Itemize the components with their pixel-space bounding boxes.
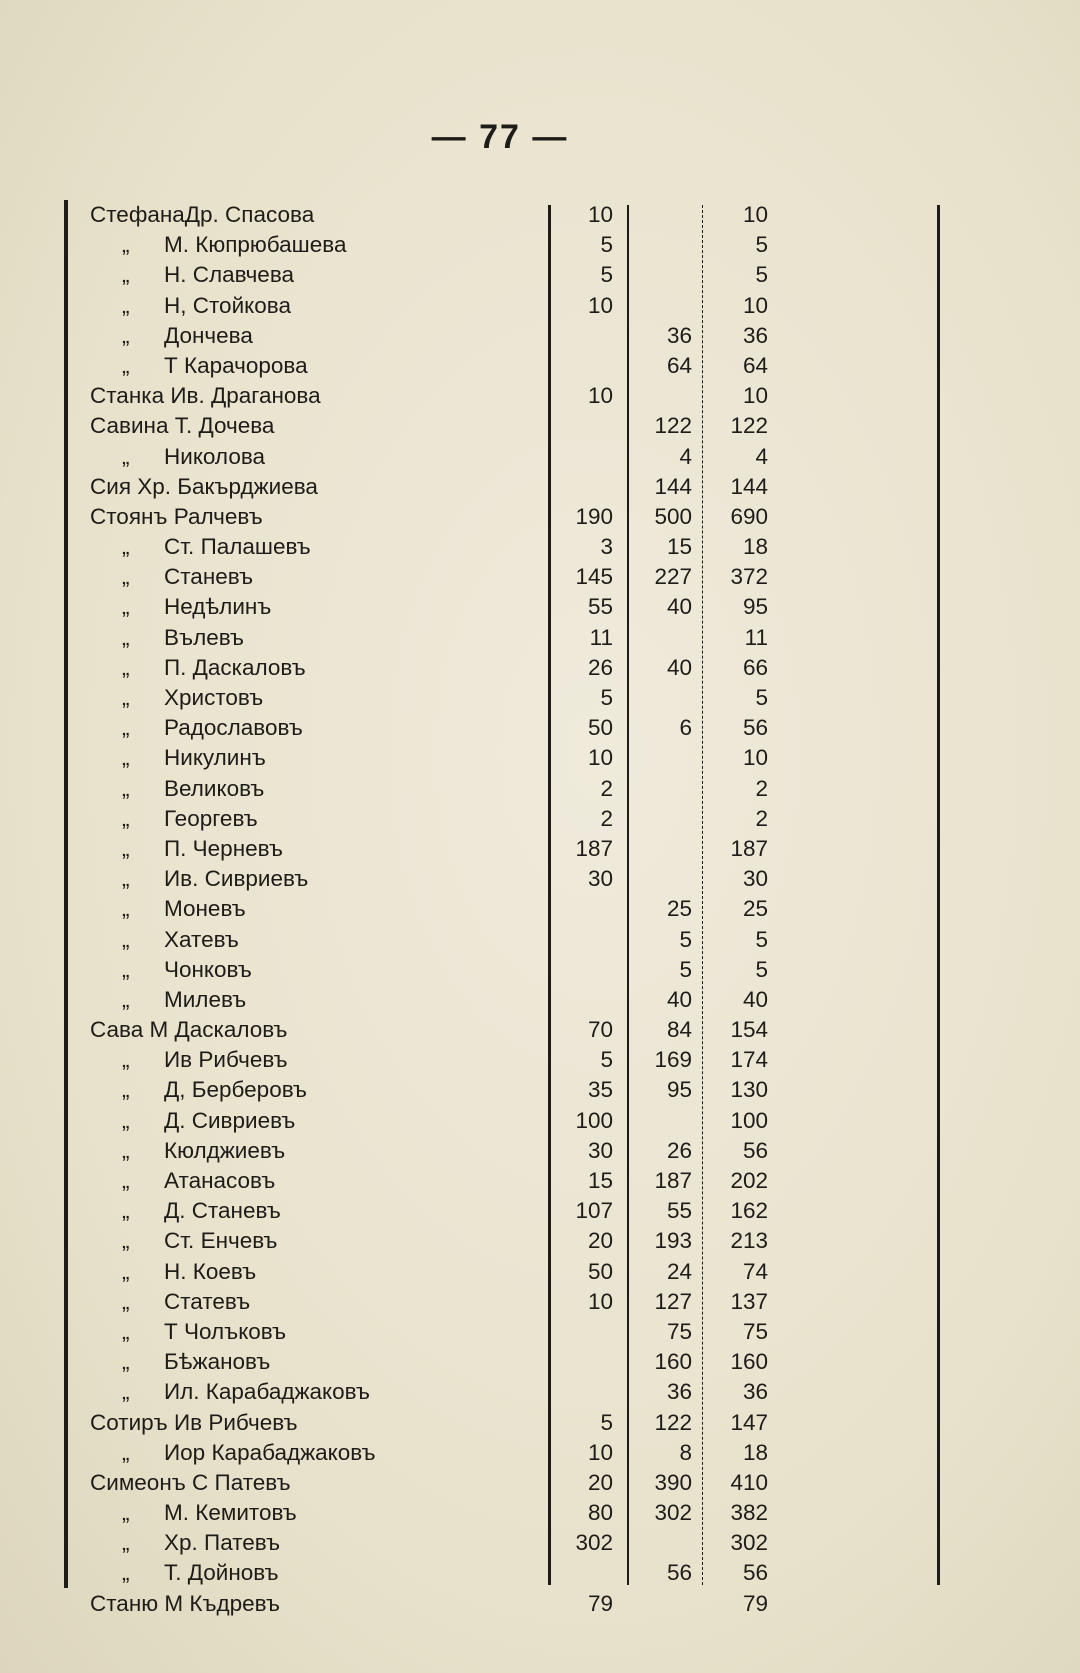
row-name [122, 743, 266, 773]
table-row [0, 1226, 1080, 1256]
table-row [0, 1287, 1080, 1317]
column-a-value: 70 [587, 1017, 613, 1043]
row-name-text: Ив Рибчевъ [164, 1047, 288, 1073]
ditto-mark: „ [122, 1137, 130, 1163]
row-name-text: Станевъ [164, 564, 254, 590]
row-name-text: Великовъ [164, 775, 265, 801]
row-name [122, 1377, 370, 1407]
column-a-value: 55 [587, 594, 613, 620]
row-name-text: Милевъ [164, 986, 247, 1012]
total-value: 174 [730, 1047, 768, 1073]
total-value: 10 [742, 383, 768, 409]
table-row [0, 200, 1080, 230]
column-b-value: 15 [666, 534, 692, 560]
table-row [0, 502, 1080, 532]
row-name-text: Радославовъ [164, 715, 303, 741]
total-value: 122 [730, 413, 768, 439]
table-row [0, 442, 1080, 472]
total-value: 10 [742, 292, 768, 318]
ditto-mark: „ [122, 775, 130, 801]
ditto-mark: „ [122, 715, 130, 741]
column-b-value: 84 [666, 1017, 692, 1043]
row-name [90, 1015, 288, 1045]
table-row [0, 351, 1080, 381]
table-row [0, 834, 1080, 864]
table-row [0, 653, 1080, 683]
ditto-mark: „ [122, 986, 130, 1012]
column-b-value: 36 [666, 322, 692, 348]
row-name-text: Христовъ [164, 685, 264, 710]
total-value: 144 [730, 473, 768, 499]
table-row [0, 864, 1080, 894]
table-row [0, 743, 1080, 773]
column-b-value: 40 [666, 654, 692, 680]
table-row [0, 1377, 1080, 1407]
row-name [90, 411, 274, 441]
column-b-value: 8 [679, 1439, 692, 1465]
ditto-mark: „ [122, 654, 130, 680]
table-row [0, 1196, 1080, 1226]
total-value: 5 [755, 926, 768, 952]
total-value: 95 [742, 594, 768, 620]
column-b-value: 5 [679, 926, 692, 952]
table-row [0, 381, 1080, 411]
row-name-text: Сия Хр. Бакърджиева [90, 473, 318, 499]
total-value: 382 [730, 1500, 768, 1526]
ditto-mark: „ [122, 1258, 130, 1284]
column-b-value: 95 [666, 1077, 692, 1103]
column-a-value: 80 [587, 1500, 613, 1526]
row-name-text: Чонковъ [164, 956, 252, 982]
row-name [122, 1136, 285, 1166]
row-name [122, 442, 265, 472]
row-name [122, 562, 253, 592]
ditto-mark: „ [122, 1288, 130, 1314]
total-value: 36 [742, 1379, 768, 1405]
row-name [122, 985, 246, 1015]
row-name-text: СтефанаДр. Спасова [90, 202, 315, 227]
row-name [90, 1408, 298, 1438]
row-name-text: Н. Славчева [164, 262, 295, 288]
total-value: 137 [730, 1288, 768, 1314]
ditto-mark: „ [122, 956, 130, 982]
row-name [122, 230, 346, 260]
row-name [122, 321, 253, 351]
column-a-value: 145 [575, 564, 613, 590]
row-name-text: Атанасовъ [164, 1168, 276, 1193]
table-row [0, 472, 1080, 502]
row-name [122, 834, 283, 864]
total-value: 162 [730, 1198, 768, 1224]
ditto-mark: „ [122, 1077, 130, 1103]
table-row [0, 623, 1080, 653]
row-name [122, 592, 271, 622]
column-b-value: 55 [666, 1198, 692, 1224]
column-a-value: 190 [575, 503, 613, 529]
row-name [90, 472, 318, 502]
total-value: 56 [742, 715, 768, 741]
row-name-text: Никулинъ [164, 745, 266, 771]
row-name-text: Кюлджиевъ [164, 1137, 286, 1163]
table-row [0, 925, 1080, 955]
table-row [0, 1468, 1080, 1498]
column-b-value: 187 [654, 1168, 692, 1193]
column-b-value: 227 [654, 564, 692, 590]
column-a-value: 302 [575, 1530, 613, 1556]
total-value: 79 [742, 1590, 768, 1616]
ditto-mark: „ [122, 232, 130, 258]
table-row [0, 1347, 1080, 1377]
row-name [122, 774, 264, 804]
row-name [90, 502, 263, 532]
row-name [122, 683, 263, 713]
row-name-text: Т Карачорова [164, 352, 308, 378]
column-a-value: 5 [600, 1047, 613, 1073]
column-a-value: 15 [587, 1168, 613, 1193]
ditto-mark: „ [122, 292, 130, 318]
table-row [0, 1045, 1080, 1075]
ditto-mark: „ [122, 262, 130, 288]
row-name [90, 1589, 280, 1619]
total-value: 4 [755, 443, 768, 469]
column-a-value: 10 [587, 1439, 613, 1465]
column-b-value: 302 [654, 1500, 692, 1526]
column-b-value: 40 [666, 594, 692, 620]
ditto-mark: „ [122, 1318, 130, 1344]
table-row [0, 562, 1080, 592]
ditto-mark: „ [122, 866, 130, 892]
total-value: 18 [742, 1439, 768, 1465]
row-name [122, 1438, 376, 1468]
row-name [122, 955, 252, 985]
ditto-mark: „ [122, 805, 130, 831]
total-value: 690 [730, 503, 768, 529]
ditto-mark: „ [122, 1349, 130, 1375]
row-name-text: Николова [164, 443, 266, 469]
column-b-value: 122 [654, 1409, 692, 1435]
ditto-mark: „ [122, 624, 130, 650]
ditto-mark: „ [122, 352, 130, 378]
ditto-mark: „ [122, 564, 130, 590]
row-name-text: Н. Коевъ [164, 1258, 257, 1284]
row-name [122, 1498, 297, 1528]
total-value: 2 [755, 805, 768, 831]
total-value: 11 [744, 624, 768, 650]
row-name [90, 381, 321, 411]
row-name-text: Савина Т. Дочева [90, 413, 275, 439]
table-row [0, 1075, 1080, 1105]
table-row [0, 1317, 1080, 1347]
total-value: 74 [742, 1258, 768, 1284]
column-a-value: 35 [587, 1077, 613, 1103]
ditto-mark: „ [122, 1379, 130, 1405]
row-name [122, 894, 246, 924]
row-name [122, 1317, 286, 1347]
row-name-text: Георгевъ [164, 805, 258, 831]
row-name-text: П. Даскаловъ [164, 654, 306, 680]
table-row [0, 713, 1080, 743]
column-b-value: 25 [666, 896, 692, 922]
row-name [90, 200, 314, 230]
column-a-value: 20 [587, 1469, 613, 1495]
total-value: 64 [742, 352, 768, 378]
total-value: 5 [755, 956, 768, 982]
row-name-text: Т Чолъковъ [164, 1318, 287, 1344]
ditto-mark: „ [122, 1439, 130, 1465]
ditto-mark: „ [122, 835, 130, 861]
column-a-value: 100 [575, 1107, 613, 1133]
total-value: 75 [742, 1318, 768, 1344]
table-row [0, 1589, 1080, 1619]
column-b-value: 160 [654, 1349, 692, 1375]
row-name-text: М. Кюпрюбашева [164, 232, 347, 258]
row-name-text: Т. Дойновъ [164, 1560, 279, 1586]
total-value: 100 [730, 1107, 768, 1133]
table-row [0, 955, 1080, 985]
column-b-value: 75 [666, 1318, 692, 1344]
row-name [122, 260, 294, 290]
column-b-value: 26 [666, 1137, 692, 1163]
ditto-mark: „ [122, 685, 130, 710]
table-row [0, 683, 1080, 713]
table-row [0, 230, 1080, 260]
ditto-mark: „ [122, 1047, 130, 1073]
total-value: 202 [730, 1168, 768, 1193]
table-row [0, 260, 1080, 290]
column-b-value: 40 [666, 986, 692, 1012]
donor-table [0, 200, 1080, 1619]
total-value: 10 [742, 202, 768, 227]
table-row [0, 321, 1080, 351]
column-a-value: 20 [587, 1228, 613, 1254]
row-name [122, 1196, 281, 1226]
total-value: 18 [742, 534, 768, 560]
ditto-mark: „ [122, 443, 130, 469]
row-name-text: Ст. Енчевъ [164, 1228, 278, 1254]
column-a-value: 2 [600, 805, 613, 831]
total-value: 187 [730, 835, 768, 861]
row-name-text: Статевъ [164, 1288, 251, 1314]
table-row [0, 894, 1080, 924]
column-a-value: 50 [587, 715, 613, 741]
row-name-text: Сотиръ Ив Рибчевъ [90, 1409, 298, 1435]
row-name [122, 1347, 270, 1377]
ditto-mark: „ [122, 1168, 130, 1193]
row-name [122, 1558, 279, 1588]
row-name-text: Вълевъ [164, 624, 244, 650]
total-value: 25 [742, 896, 768, 922]
column-b-value: 56 [666, 1560, 692, 1586]
row-name-text: П. Черневъ [164, 835, 283, 861]
table-row [0, 1528, 1080, 1558]
row-name-text: Хатевъ [164, 926, 239, 952]
column-a-value: 11 [589, 624, 613, 650]
table-row [0, 532, 1080, 562]
total-value: 2 [755, 775, 768, 801]
column-a-value: 2 [600, 775, 613, 801]
row-name [122, 1226, 278, 1256]
row-name [122, 623, 244, 653]
table-row [0, 1136, 1080, 1166]
column-a-value: 10 [587, 292, 613, 318]
total-value: 213 [730, 1228, 768, 1254]
row-name-text: Иор Карабаджаковъ [164, 1439, 376, 1465]
total-value: 5 [755, 232, 768, 258]
total-value: 147 [730, 1409, 768, 1435]
column-a-value: 5 [600, 262, 613, 288]
total-value: 56 [742, 1137, 768, 1163]
row-name [122, 1287, 250, 1317]
column-a-value: 10 [587, 745, 613, 771]
row-name [122, 1528, 280, 1558]
ditto-mark: „ [122, 896, 130, 922]
ditto-mark: „ [122, 1500, 130, 1526]
column-a-value: 30 [587, 1137, 613, 1163]
row-name [122, 1106, 295, 1136]
row-name [122, 1075, 307, 1105]
column-b-value: 4 [679, 443, 692, 469]
column-a-value: 10 [587, 202, 613, 227]
total-value: 40 [742, 986, 768, 1012]
total-value: 372 [730, 564, 768, 590]
column-a-value: 50 [587, 1258, 613, 1284]
ditto-mark: „ [122, 1107, 130, 1133]
column-b-value: 144 [654, 473, 692, 499]
table-row [0, 1166, 1080, 1196]
ditto-mark: „ [122, 1560, 130, 1586]
ditto-mark: „ [122, 745, 130, 771]
row-name-text: Симеонъ С Патевъ [90, 1469, 291, 1495]
total-value: 10 [742, 745, 768, 771]
column-b-value: 24 [666, 1258, 692, 1284]
column-a-value: 107 [575, 1198, 613, 1224]
row-name [122, 1166, 275, 1196]
column-a-value: 5 [600, 232, 613, 258]
column-a-value: 10 [587, 383, 613, 409]
total-value: 410 [730, 1469, 768, 1495]
ditto-mark: „ [122, 322, 130, 348]
table-row [0, 985, 1080, 1015]
row-name [90, 1468, 291, 1498]
column-a-value: 10 [587, 1288, 613, 1314]
row-name [122, 532, 311, 562]
ditto-mark: „ [122, 926, 130, 952]
row-name-text: Д. Станевъ [164, 1198, 281, 1224]
total-value: 154 [730, 1017, 768, 1043]
ditto-mark: „ [122, 1198, 130, 1224]
column-b-value: 6 [679, 715, 692, 741]
total-value: 56 [742, 1560, 768, 1586]
row-name [122, 864, 308, 894]
row-name-text: Сава М Даскаловъ [90, 1017, 288, 1043]
total-value: 5 [755, 262, 768, 288]
row-name-text: Ст. Палашевъ [164, 534, 311, 560]
total-value: 160 [730, 1349, 768, 1375]
column-a-value: 79 [587, 1590, 613, 1616]
row-name-text: Хр. Патевъ [164, 1530, 281, 1556]
ditto-mark: „ [122, 1228, 130, 1254]
ditto-mark: „ [122, 594, 130, 620]
row-name-text: Ив. Сивриевъ [164, 866, 309, 892]
row-name-text: Ил. Карабаджаковъ [164, 1379, 370, 1405]
row-name-text: Дончева [164, 322, 253, 348]
table-row [0, 1438, 1080, 1468]
total-value: 30 [742, 866, 768, 892]
row-name [122, 1257, 256, 1287]
column-b-value: 122 [654, 413, 692, 439]
ditto-mark: „ [122, 1530, 130, 1556]
column-a-value: 5 [600, 1409, 613, 1435]
table-row [0, 592, 1080, 622]
column-b-value: 5 [679, 956, 692, 982]
row-name-text: Моневъ [164, 896, 246, 922]
row-name [122, 925, 239, 955]
row-name [122, 291, 291, 321]
total-value: 130 [730, 1077, 768, 1103]
table-row [0, 291, 1080, 321]
row-name-text: Н, Стойкова [164, 292, 291, 318]
row-name-text: Бѣжановъ [164, 1349, 271, 1375]
column-a-value: 30 [587, 866, 613, 892]
column-b-value: 390 [654, 1469, 692, 1495]
table-row [0, 1408, 1080, 1438]
column-b-value: 127 [654, 1288, 692, 1314]
table-row [0, 1257, 1080, 1287]
total-value: 302 [730, 1530, 768, 1556]
row-name [122, 351, 308, 381]
row-name-text: Недѣлинъ [164, 594, 272, 620]
column-b-value: 36 [666, 1379, 692, 1405]
row-name [122, 713, 303, 743]
column-b-value: 169 [654, 1047, 692, 1073]
total-value: 5 [755, 685, 768, 710]
table-row [0, 1558, 1080, 1588]
total-value: 66 [742, 654, 768, 680]
column-a-value: 5 [600, 685, 613, 710]
column-a-value: 187 [575, 835, 613, 861]
column-a-value: 3 [600, 534, 613, 560]
table-row [0, 1106, 1080, 1136]
table-row [0, 1498, 1080, 1528]
total-value: 36 [742, 322, 768, 348]
row-name-text: Станю М Къдревъ [90, 1590, 280, 1616]
row-name-text: Д. Сивриевъ [164, 1107, 296, 1133]
column-b-value: 500 [654, 503, 692, 529]
page-number: — 77 — [431, 118, 569, 156]
column-b-value: 64 [666, 352, 692, 378]
row-name-text: М. Кемитовъ [164, 1500, 297, 1526]
row-name [122, 1045, 288, 1075]
row-name-text: Станка Ив. Драганова [90, 383, 321, 409]
row-name-text: Стоянъ Ралчевъ [90, 503, 263, 529]
row-name [122, 653, 306, 683]
table-row [0, 1015, 1080, 1045]
ditto-mark: „ [122, 534, 130, 560]
table-row [0, 804, 1080, 834]
table-row [0, 411, 1080, 441]
row-name [122, 804, 258, 834]
column-b-value: 193 [654, 1228, 692, 1254]
column-a-value: 26 [587, 654, 613, 680]
row-name-text: Д, Берберовъ [164, 1077, 307, 1103]
table-row [0, 774, 1080, 804]
